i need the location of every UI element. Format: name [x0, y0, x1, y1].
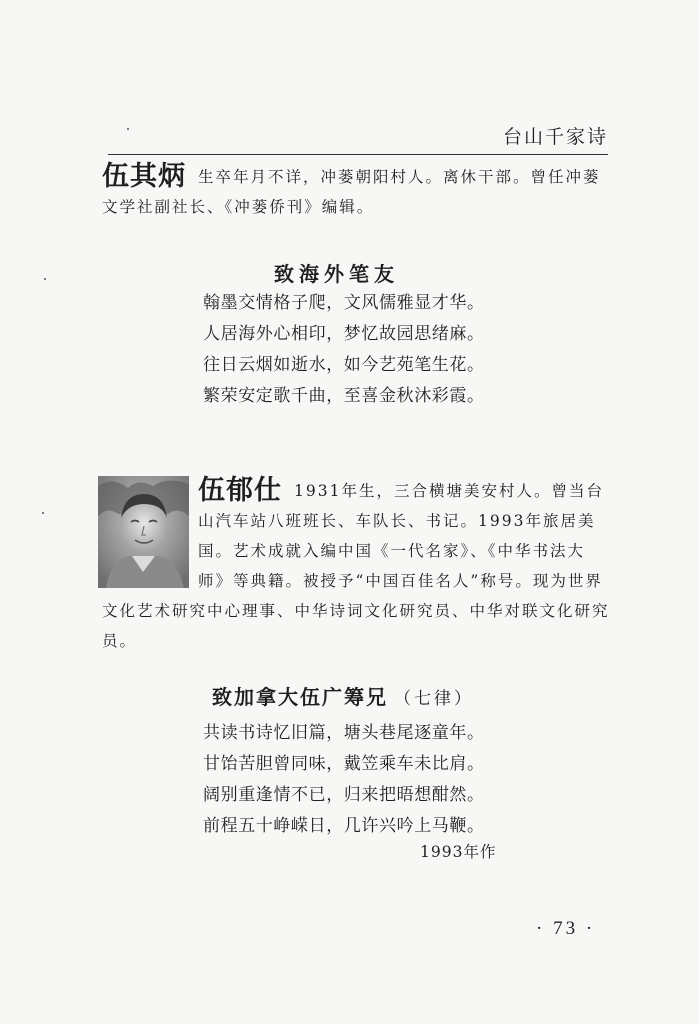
author-bio-text-1: 生卒年月不详，冲蒌朝阳村人。离休干部。曾任冲蒌文学社副社长、《冲蒌侨刊》编辑。	[102, 168, 601, 216]
poem-title-2	[212, 681, 474, 710]
author-name-1: 伍其炳	[102, 161, 186, 192]
poem-line: 人居海外心相印，梦忆故园思绪麻。	[203, 324, 485, 344]
author-bio-1	[102, 162, 612, 222]
poem-form: （七律）	[394, 689, 474, 709]
poem-date: 1993年作	[420, 843, 497, 861]
author-bio-2	[102, 476, 612, 656]
poem-title-1: 致海外笔友	[274, 262, 399, 286]
author-bio-text-2: 1931年生，三合横塘美安村人。曾当台山汽车站八班班长、车队长、书记。1993年旅居美国。艺术成就入编中国《一代名家》、《中华书法大师》等典籍。被授予“中国百佳名人”称号。现为世界文化艺术研究中心理事、中华诗词文化研究员、中华对联文化研究员。	[102, 482, 610, 650]
page-number: · 73 ·	[536, 918, 596, 939]
scan-speck	[42, 512, 44, 514]
running-header	[108, 118, 608, 155]
poem-line: 繁荣安定歌千曲，至喜金秋沐彩霞。	[203, 386, 485, 406]
poem-line: 甘饴苦胆曾同味，戴笠乘车未比肩。	[203, 754, 485, 774]
poem-line: 阔别重逢情不已，归来把晤想酣然。	[203, 785, 485, 805]
poem-title-text-2: 致加拿大伍广筹兄	[212, 685, 388, 709]
author-name-2: 伍郁仕	[198, 475, 282, 506]
poem-body-1	[203, 288, 485, 412]
book-title: 台山千家诗	[502, 126, 608, 148]
poem-line: 翰墨交情格子爬，文风儒雅显才华。	[203, 293, 485, 313]
scan-speck	[44, 278, 46, 280]
poem-line: 往日云烟如逝水，如今艺苑笔生花。	[203, 355, 485, 375]
poem-line: 共读书诗忆旧篇，塘头巷尾逐童年。	[203, 723, 485, 743]
poem-body-2	[203, 718, 485, 842]
poem-line: 前程五十峥嵘日，几许兴吟上马鞭。	[203, 816, 485, 836]
